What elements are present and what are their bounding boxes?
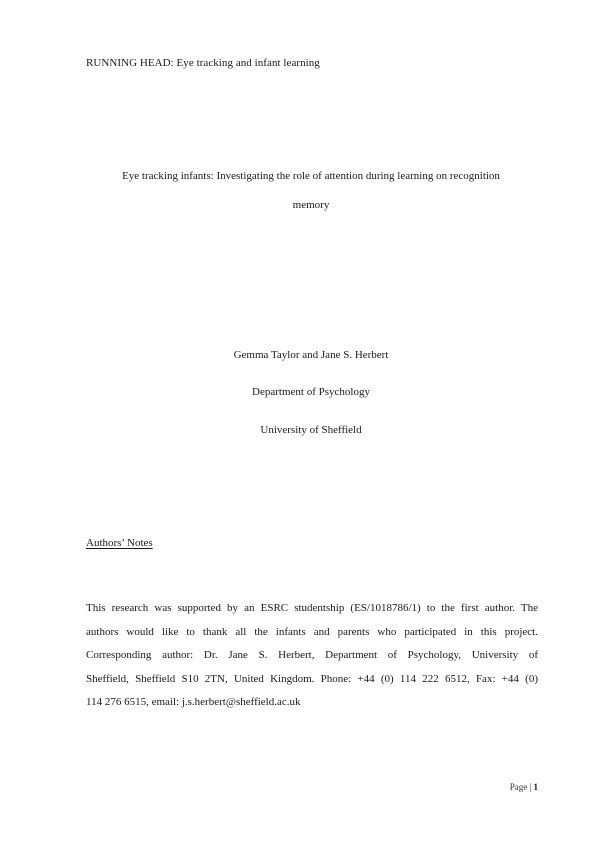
author-names: Gemma Taylor and Jane S. Herbert <box>233 349 389 361</box>
authors-notes-paragraph <box>86 601 538 719</box>
authors-notes-line: 114 276 6515, email: j.s.herbert@sheffield.ac.uk <box>86 696 301 708</box>
author-department: Department of Psychology <box>252 386 370 398</box>
paper-title-line-1: Eye tracking infants: Investigating the role of attention during learning on recognition <box>122 170 500 182</box>
page-footer <box>510 782 538 792</box>
paper-title-line-2: memory <box>292 199 330 211</box>
authors-notes-line: Corresponding author: Dr. Jane S. Herbert, Department of Psychology, University of <box>86 649 538 661</box>
page-number: 1 <box>533 782 538 792</box>
authors-notes-heading: Authors’ Notes <box>86 537 153 549</box>
page-label: Page | <box>509 782 532 792</box>
authors-notes-line: authors would like to thank all the infants and parents who participated in this project. <box>86 625 538 638</box>
author-university: University of Sheffield <box>260 424 362 436</box>
authors-notes-line: Sheffield, Sheffield S10 2TN, United Kingdom. Phone: +44 (0) 114 222 6512, Fax: +44 (0) <box>86 672 538 685</box>
running-head: RUNNING HEAD: Eye tracking and infant learning <box>86 57 320 69</box>
authors-notes-line: This research was supported by an ESRC studentship (ES/1018786/1) to the first author. The <box>86 602 538 614</box>
